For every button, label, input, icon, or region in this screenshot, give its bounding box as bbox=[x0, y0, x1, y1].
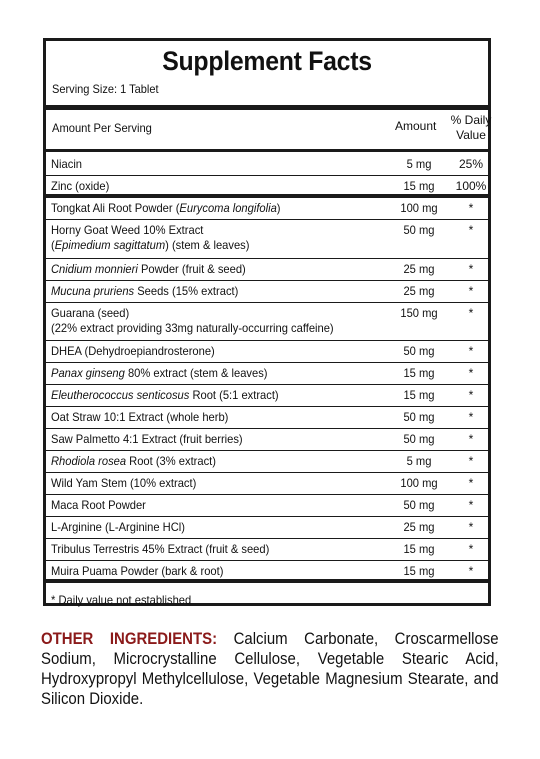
table-row bbox=[46, 303, 488, 341]
nutrient-daily-value: * bbox=[468, 476, 474, 490]
table-row bbox=[46, 407, 488, 429]
nutrient-name: Horny Goat Weed 10% Extract (Epimedium sagittatum) (stem & leaves) bbox=[51, 223, 250, 252]
nutrient-daily-value: * bbox=[468, 388, 474, 402]
nutrient-daily-value: * bbox=[468, 223, 474, 237]
nutrient-name: Niacin bbox=[51, 157, 83, 171]
table-row bbox=[46, 259, 488, 281]
nutrient-daily-value: * bbox=[468, 564, 474, 578]
row-divider bbox=[46, 579, 488, 583]
nutrient-amount: 15 mg bbox=[403, 542, 435, 556]
nutrient-daily-value: * bbox=[468, 344, 474, 358]
nutrient-amount: 50 mg bbox=[403, 223, 435, 237]
table-row bbox=[46, 473, 488, 495]
nutrient-amount: 150 mg bbox=[400, 306, 438, 320]
nutrient-name: Saw Palmetto 4:1 Extract (fruit berries) bbox=[51, 432, 243, 446]
other-ingredients-label: OTHER INGREDIENTS: bbox=[41, 629, 218, 648]
nutrient-daily-value: * bbox=[468, 410, 474, 424]
other-ingredients-text: Calcium Carbonate, Croscarmellose Sodium, Microcrystalline Cellulose, Vegetable Stearic Acid, Hydroxypropyl Methylcellulose, Vegetable Magnesium Stearate, and Silicon Dioxide. bbox=[41, 629, 499, 708]
nutrient-name: Maca Root Powder bbox=[51, 498, 146, 512]
nutrient-daily-value: * bbox=[468, 432, 474, 446]
nutrient-name: Zinc (oxide) bbox=[51, 179, 110, 193]
nutrient-amount: 50 mg bbox=[403, 344, 435, 358]
header-divider bbox=[46, 149, 488, 152]
nutrient-amount: 50 mg bbox=[403, 432, 435, 446]
nutrient-name: Tongkat Ali Root Powder (Eurycoma longifolia) bbox=[51, 201, 281, 215]
daily-value-header bbox=[446, 113, 496, 143]
nutrient-amount: 100 mg bbox=[400, 476, 438, 490]
serving-size: Serving Size: 1 Tablet bbox=[52, 82, 159, 96]
nutrient-name: Muira Puama Powder (bark & root) bbox=[51, 564, 224, 578]
nutrient-amount: 15 mg bbox=[403, 388, 435, 402]
table-row bbox=[46, 176, 488, 198]
nutrient-name: Tribulus Terrestris 45% Extract (fruit & seed) bbox=[51, 542, 270, 556]
nutrient-amount: 15 mg bbox=[403, 179, 435, 193]
nutrient-amount: 15 mg bbox=[403, 564, 435, 578]
other-ingredients bbox=[41, 629, 499, 709]
nutrient-name: Panax ginseng 80% extract (stem & leaves) bbox=[51, 366, 268, 380]
table-row bbox=[46, 561, 488, 583]
table-row bbox=[46, 341, 488, 363]
nutrient-amount: 25 mg bbox=[403, 520, 435, 534]
table-row bbox=[46, 539, 488, 561]
nutrient-daily-value: * bbox=[468, 520, 474, 534]
amount-per-serving-header: Amount Per Serving bbox=[52, 121, 152, 135]
nutrient-daily-value: * bbox=[468, 284, 474, 298]
nutrient-name: DHEA (Dehydroepiandrosterone) bbox=[51, 344, 215, 358]
table-row bbox=[46, 220, 488, 259]
panel-title: Supplement Facts bbox=[162, 46, 372, 76]
table-row bbox=[46, 495, 488, 517]
nutrient-amount: 25 mg bbox=[403, 262, 435, 276]
nutrient-name: Eleutherococcus senticosus Root (5:1 extract) bbox=[51, 388, 279, 402]
nutrient-daily-value: * bbox=[468, 498, 474, 512]
nutrient-amount: 15 mg bbox=[403, 366, 435, 380]
nutrient-name: Guarana (seed) (22% extract providing 33mg naturally-occurring caffeine) bbox=[51, 306, 334, 335]
nutrient-daily-value: * bbox=[468, 454, 474, 468]
footnote: * Daily value not established bbox=[51, 593, 192, 607]
nutrient-daily-value: * bbox=[468, 262, 474, 276]
table-row bbox=[46, 429, 488, 451]
daily-value-header-line2: Value bbox=[456, 128, 486, 142]
supplement-facts-panel bbox=[43, 38, 491, 606]
table-row bbox=[46, 363, 488, 385]
amount-header: Amount bbox=[395, 119, 437, 133]
nutrient-daily-value: * bbox=[468, 201, 474, 215]
thick-divider bbox=[46, 105, 488, 110]
nutrient-amount: 5 mg bbox=[406, 157, 432, 171]
nutrient-amount: 50 mg bbox=[403, 410, 435, 424]
nutrient-name: Wild Yam Stem (10% extract) bbox=[51, 476, 197, 490]
nutrient-name: Rhodiola rosea Root (3% extract) bbox=[51, 454, 217, 468]
nutrient-daily-value: 25% bbox=[458, 157, 484, 171]
nutrient-amount: 25 mg bbox=[403, 284, 435, 298]
nutrient-amount: 100 mg bbox=[400, 201, 438, 215]
table-row bbox=[46, 198, 488, 220]
table-row bbox=[46, 154, 488, 176]
nutrient-name: Oat Straw 10:1 Extract (whole herb) bbox=[51, 410, 229, 424]
nutrient-daily-value: * bbox=[468, 366, 474, 380]
table-row bbox=[46, 385, 488, 407]
table-row bbox=[46, 517, 488, 539]
table-row bbox=[46, 281, 488, 303]
nutrient-amount: 5 mg bbox=[406, 454, 432, 468]
nutrient-name: L-Arginine (L-Arginine HCl) bbox=[51, 520, 185, 534]
daily-value-header-line1: % Daily bbox=[450, 113, 492, 127]
nutrient-daily-value: * bbox=[468, 542, 474, 556]
nutrient-daily-value: 100% bbox=[455, 179, 487, 193]
nutrient-amount: 50 mg bbox=[403, 498, 435, 512]
nutrient-name: Mucuna pruriens Seeds (15% extract) bbox=[51, 284, 239, 298]
nutrient-name: Cnidium monnieri Powder (fruit & seed) bbox=[51, 262, 246, 276]
table-row bbox=[46, 451, 488, 473]
nutrient-daily-value: * bbox=[468, 306, 474, 320]
